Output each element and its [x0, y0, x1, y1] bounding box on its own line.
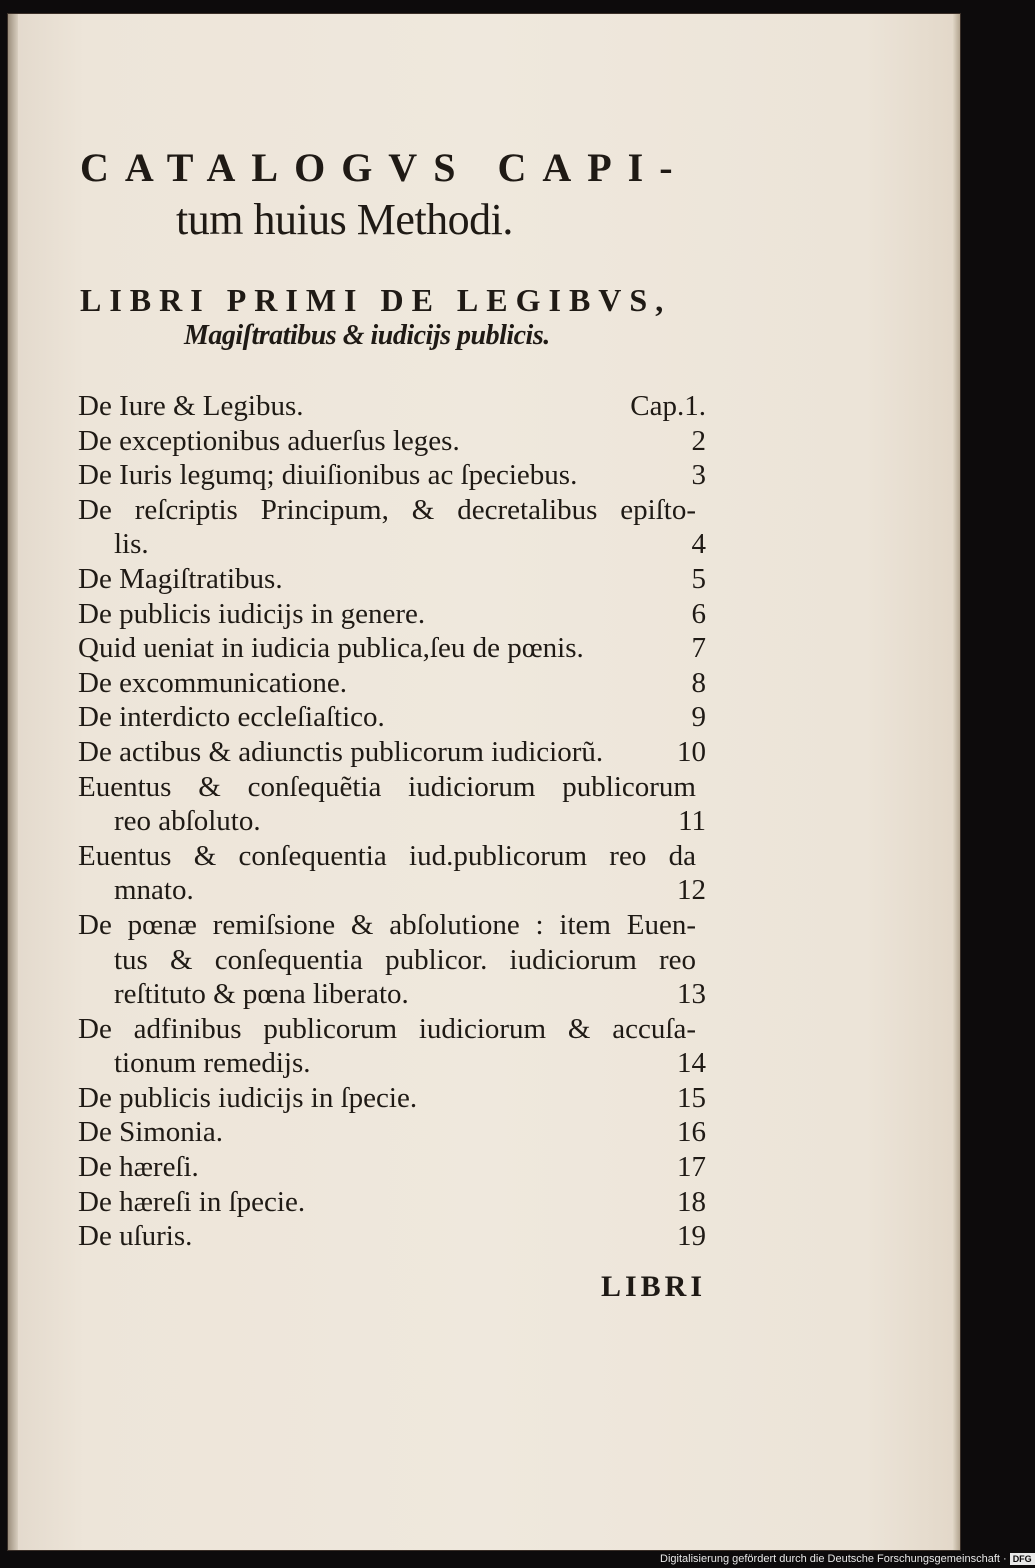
entry-text: Euentus & conſequentia iud.publicorum reo da	[78, 839, 696, 872]
entry-text: De hæreſi in ſpecie.	[78, 1185, 306, 1218]
chapter-entry	[78, 425, 706, 460]
entry-text: De actibus & adiunctis publicorum iudiciorũ.	[78, 735, 604, 768]
entry-number: 11	[678, 805, 706, 838]
entry-number: 9	[691, 701, 706, 734]
section-subheading: Magiſtratibus & iudicijs publicis.	[184, 320, 550, 351]
entry-text: De publicis iudicijs in ſpecie.	[78, 1081, 418, 1114]
catchword: LIBRI	[600, 1270, 706, 1303]
chapter-entry	[78, 1116, 706, 1151]
entry-text: De publicis iudicijs in genere.	[78, 597, 426, 630]
entry-number: 14	[677, 1047, 706, 1080]
entry-text: De Iuris legumq; diuiſionibus ac ſpeciebus.	[78, 459, 578, 492]
entry-text: reo abſoluto.	[114, 805, 261, 838]
entry-number: 7	[691, 632, 706, 665]
entry-text: reſtituto & pœna liberato.	[114, 978, 409, 1011]
chapter-entry	[78, 805, 706, 840]
chapter-entry	[78, 840, 706, 875]
entry-text: De Iure & Legibus.	[78, 390, 304, 422]
chapter-entry	[78, 459, 706, 494]
chapter-list	[78, 390, 706, 1255]
entry-text: De Simonia.	[78, 1116, 223, 1149]
chapter-entry	[78, 978, 706, 1013]
entry-number: 10	[677, 735, 706, 768]
entry-text: tus & conſequentia publicor. iudiciorum reo	[114, 943, 696, 976]
title-line-2: tum huius Methodi.	[176, 195, 513, 244]
chapter-entry	[78, 944, 706, 979]
entry-number: 17	[677, 1151, 706, 1184]
chapter-entry	[78, 563, 706, 598]
chapter-entry	[78, 701, 706, 736]
chapter-entry	[78, 1186, 706, 1221]
chapter-entry	[78, 667, 706, 702]
entry-text: De hæreſi.	[78, 1151, 199, 1184]
entry-number: 15	[677, 1081, 706, 1114]
entry-number: 8	[691, 666, 706, 699]
credit-text: Digitalisierung gefördert durch die Deutsche Forschungsgemeinschaft ·	[660, 1553, 1007, 1565]
chapter-entry	[78, 909, 706, 944]
entry-text: De pœnæ remiſsione & abſolutione : item Euen-	[78, 908, 696, 941]
chapter-entry	[78, 1047, 706, 1082]
chapter-entry	[78, 736, 706, 771]
entry-number: 6	[691, 597, 706, 630]
entry-number: 12	[677, 874, 706, 907]
entry-text: De uſuris.	[78, 1220, 193, 1253]
entry-number: 2	[691, 424, 706, 457]
entry-text: De interdicto eccleſiaſtico.	[78, 701, 385, 734]
entry-text: Euentus & conſequẽtia iudiciorum publicorum	[78, 770, 696, 803]
entry-text: tionum remedijs.	[114, 1047, 311, 1080]
chapter-entry	[78, 632, 706, 667]
entry-number: 18	[677, 1185, 706, 1218]
chapter-entry	[78, 771, 706, 806]
entry-text: Quid ueniat in iudicia publica,ſeu de pœnis.	[78, 632, 584, 665]
entry-text: mnato.	[114, 874, 194, 907]
book-page	[8, 14, 960, 1550]
entry-text: De exceptionibus aduerſus leges.	[78, 424, 460, 457]
chapter-entry	[78, 1151, 706, 1186]
entry-number: 5	[691, 562, 706, 595]
entry-text: De reſcriptis Principum, & decretalibus epiſto-	[78, 493, 696, 526]
section-heading: LIBRI PRIMI DE LEGIBVS,	[80, 282, 672, 318]
entry-number: 16	[677, 1116, 706, 1149]
chapter-entry	[78, 598, 706, 633]
dfg-logo: DFG	[1010, 1553, 1035, 1565]
chapter-entry	[78, 1220, 706, 1255]
chapter-entry	[78, 390, 706, 425]
chapter-entry	[78, 1082, 706, 1117]
entry-text: De adfinibus publicorum iudiciorum & accuſa-	[78, 1012, 696, 1045]
title-line-1: CATALOGVS CAPI-	[80, 145, 689, 190]
chapter-entry	[78, 494, 706, 529]
entry-number: 13	[677, 978, 706, 1011]
entry-number: 19	[677, 1220, 706, 1253]
chapter-entry	[78, 1013, 706, 1048]
digitization-credit	[660, 1552, 1032, 1566]
entry-text: De excommunicatione.	[78, 666, 347, 699]
chapter-entry	[78, 874, 706, 909]
entry-number: 4	[691, 528, 706, 561]
entry-text: lis.	[114, 528, 149, 561]
entry-text: De Magiſtratibus.	[78, 562, 283, 595]
entry-number: Cap.1.	[630, 390, 706, 422]
entry-number: 3	[691, 459, 706, 492]
chapter-entry	[78, 528, 706, 563]
